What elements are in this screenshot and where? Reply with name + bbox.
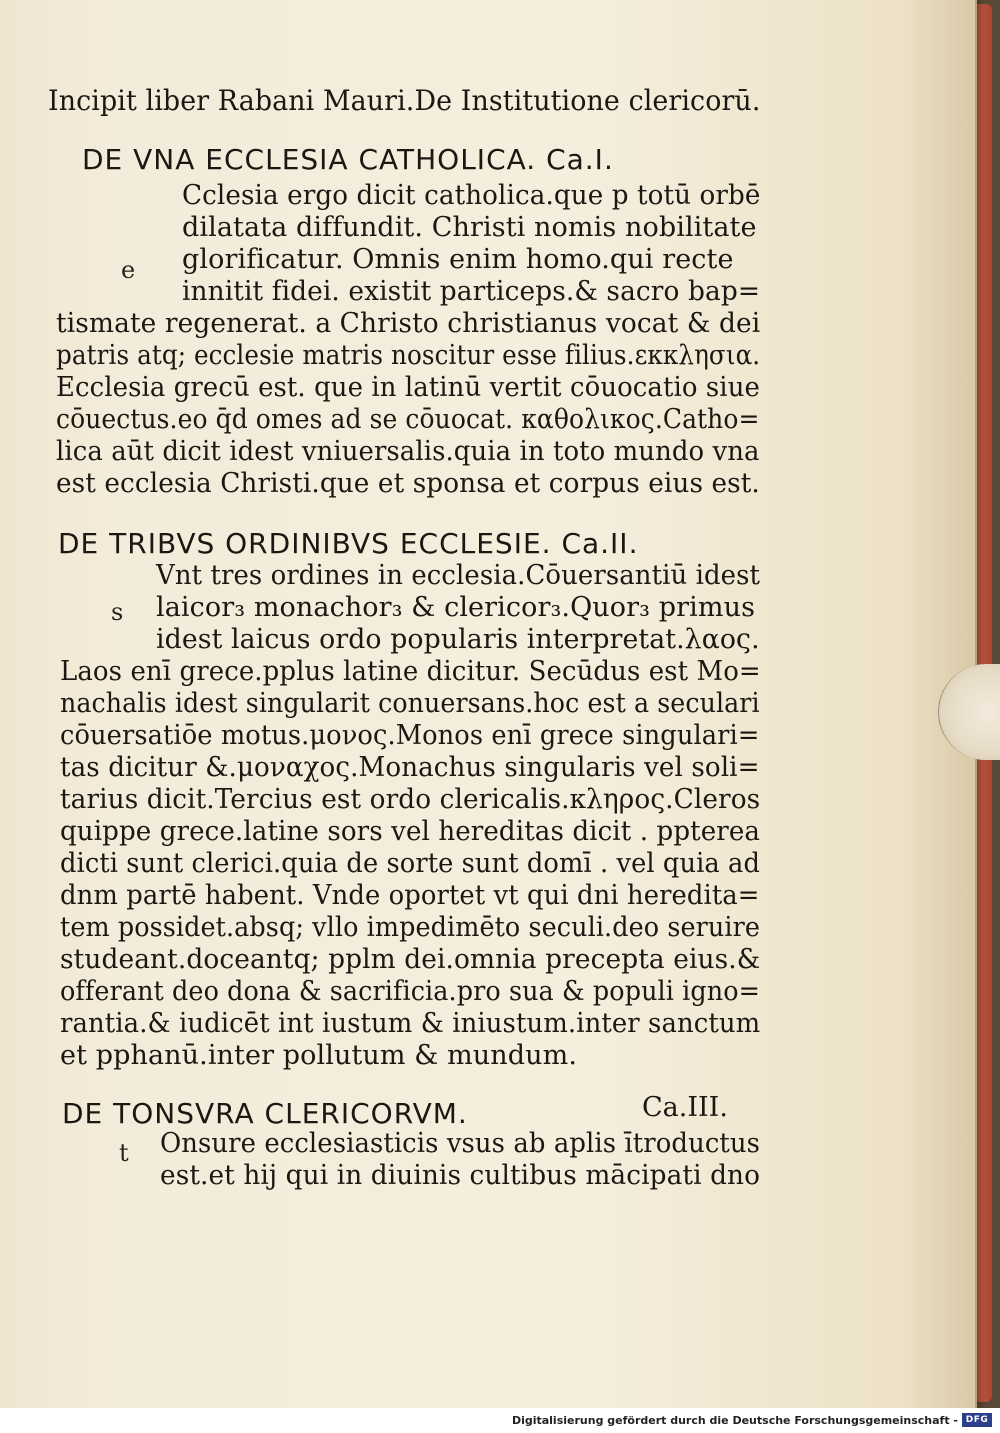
chapter-2-line: tem possidet.absq; vllo impedimēto seculi.deo seruire xyxy=(60,912,760,943)
chapter-2-line: idest laicus ordo popularis interpretat.λαος. xyxy=(156,624,760,655)
chapter-1-line: Ecclesia grecū est. que in latinū vertit cōuocatio siue xyxy=(56,372,760,403)
chapter-1-initial: e xyxy=(121,256,136,284)
chapter-2-initial: s xyxy=(111,598,124,626)
dfg-logo-icon: DFG xyxy=(962,1413,992,1427)
chapter-1-line: cōuectus.eo q̄d omes ad se cōuocat. καθολικος.Catho= xyxy=(56,404,760,435)
footer-bar xyxy=(0,1408,1000,1433)
chapter-2-line: studeant.doceantq; pplm dei.omnia precepta eius.& xyxy=(60,944,761,975)
chapter-3-line: Onsure ecclesiasticis vsus ab aplis ītroductus xyxy=(160,1128,761,1159)
chapter-1-line: est ecclesia Christi.que et sponsa et corpus eius est. xyxy=(56,468,760,499)
chapter-1-line: dilatata diffundit. Christi nomis nobilitate xyxy=(182,212,757,243)
chapter-3-heading: DE TONSVRA CLERICORVM. xyxy=(62,1097,468,1130)
incipit-line: Incipit liber Rabani Mauri.De Institutione clericorū. xyxy=(48,84,761,117)
chapter-2-line: rantia.& iudicēt int iustum & iniustum.inter sanctum xyxy=(60,1008,761,1039)
chapter-2-line: tarius dicit.Tercius est ordo clericalis.κληρος.Cleros xyxy=(60,784,761,815)
footer-credit: Digitalisierung gefördert durch die Deutsche Forschungsgemeinschaft - xyxy=(511,1414,958,1427)
chapter-2-line: offerant deo dona & sacrificia.pro sua & populi igno= xyxy=(60,976,761,1007)
chapter-2-line: dicti sunt clerici.quia de sorte sunt domī . vel quia ad xyxy=(60,848,761,879)
chapter-2-line: Vnt tres ordines in ecclesia.Cōuersantiū idest xyxy=(156,560,761,591)
chapter-2-line: cōuersatiōe motus.μονος.Monos enī grece singulari= xyxy=(60,720,760,751)
chapter-1-line: patris atq; ecclesie matris noscitur esse filius.εκκλησια. xyxy=(56,340,761,371)
chapter-1-heading: DE VNA ECCLESIA CATHOLICA. Ca.I. xyxy=(82,143,614,176)
chapter-1-line: Cclesia ergo dicit catholica.que p totū orbē xyxy=(182,180,761,211)
chapter-3-line: est.et hij qui in diuinis cultibus mācipati dno xyxy=(160,1160,761,1191)
chapter-3-initial: t xyxy=(119,1139,129,1167)
chapter-2-line: Laos enī grece.pplus latine dicitur. Secūdus est Mo= xyxy=(60,656,761,687)
chapter-1-line: tismate regenerat. a Christo christianus vocat & dei xyxy=(56,308,761,339)
chapter-2-line: quippe grece.latine sors vel hereditas dicit . ppterea xyxy=(60,816,761,847)
chapter-2-heading: DE TRIBVS ORDINIBVS ECCLESIE. Ca.II. xyxy=(58,527,639,560)
chapter-2-line: et pphanū.inter pollutum & mundum. xyxy=(60,1040,578,1071)
chapter-1-line: innitit fidei. existit particeps.& sacro bap= xyxy=(182,276,761,307)
chapter-2-line: nachalis idest singularit conuersans.hoc est a seculari xyxy=(60,688,760,719)
chapter-2-line: tas dicitur &.μοναχος.Monachus singularis vel soli= xyxy=(60,752,760,783)
chapter-1-line: glorificatur. Omnis enim homo.qui recte xyxy=(182,244,734,275)
chapter-2-line: laicor₃ monachor₃ & clericor₃.Quor₃ primus xyxy=(156,592,756,623)
chapter-2-line: dnm partē habent. Vnde oportet vt qui dni heredita= xyxy=(60,880,760,911)
chapter-1-line: lica aūt dicit idest vniuersalis.quia in toto mundo vna xyxy=(56,436,760,467)
chapter-3-number: Ca.III. xyxy=(642,1092,728,1123)
